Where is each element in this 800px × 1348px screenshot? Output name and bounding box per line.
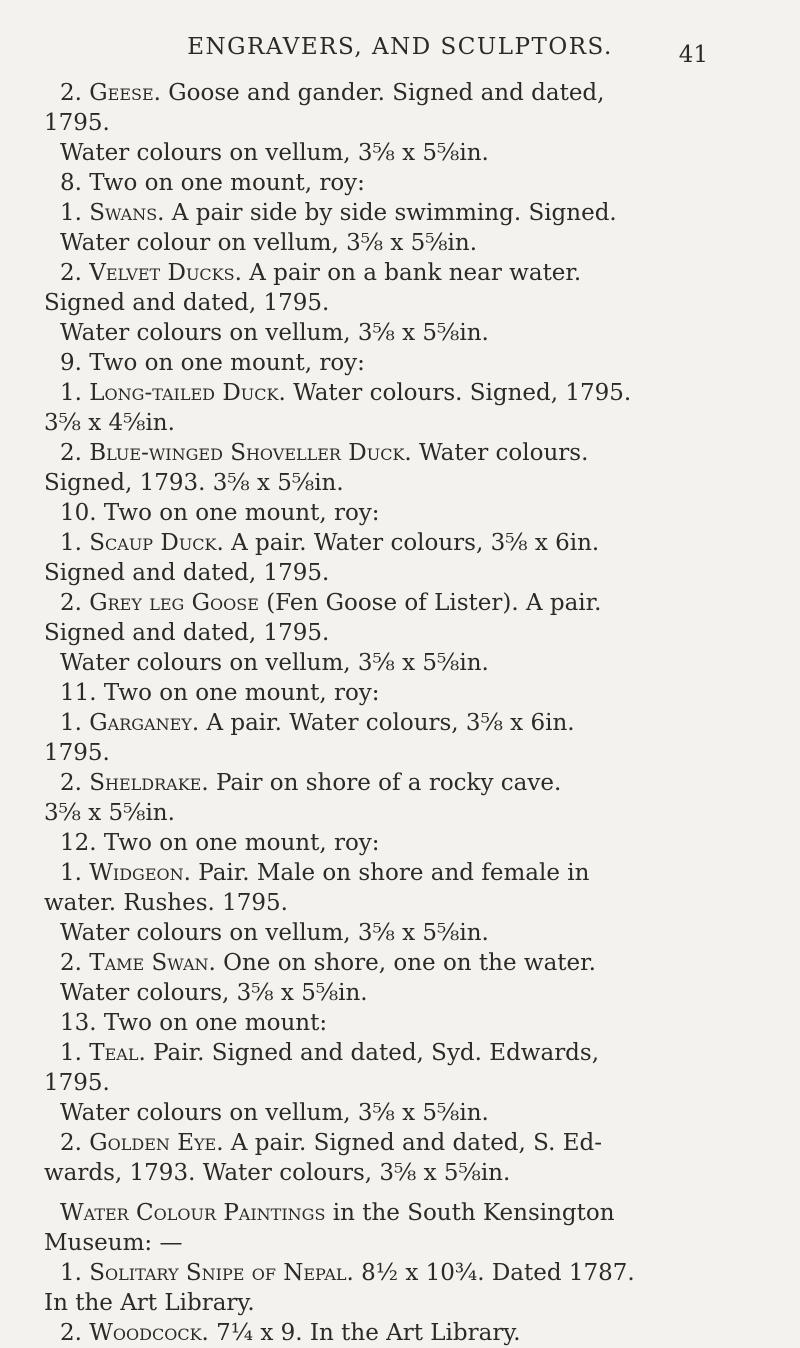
page-header bbox=[40, 30, 760, 70]
line-text: 2. bbox=[60, 1320, 90, 1346]
entry-title: Woodcock. bbox=[89, 1320, 209, 1346]
text-line bbox=[44, 558, 744, 588]
line-text: Water colours. Signed, 1795. bbox=[285, 380, 632, 406]
line-text: Water colours on vellum, 3⅝ x 5⅝in. bbox=[60, 1100, 489, 1126]
entry-title: Tame Swan. bbox=[89, 950, 216, 976]
line-text: In the Art Library. bbox=[44, 1290, 255, 1316]
text-line bbox=[44, 888, 744, 918]
text-line bbox=[44, 858, 744, 888]
line-text: 2. bbox=[60, 1130, 90, 1156]
line-text: 1. bbox=[60, 860, 90, 886]
line-text: Signed and dated, 1795. bbox=[44, 620, 330, 646]
line-text: 2. bbox=[60, 440, 90, 466]
text-line bbox=[44, 1038, 744, 1068]
entry-title: Golden Eye. bbox=[89, 1130, 224, 1156]
line-text: 1. bbox=[60, 530, 90, 556]
line-text: A pair. Water colours, 3⅝ x 6in. bbox=[199, 710, 575, 736]
text-line bbox=[44, 1128, 744, 1158]
text-line bbox=[44, 798, 744, 828]
text-line bbox=[44, 438, 744, 468]
entry-title: Sheldrake. bbox=[89, 770, 209, 796]
text-line bbox=[44, 1198, 744, 1228]
text-line bbox=[44, 828, 744, 858]
text-line bbox=[44, 1288, 744, 1318]
text-line bbox=[44, 258, 744, 288]
text-line bbox=[44, 918, 744, 948]
text-line bbox=[44, 498, 744, 528]
line-text: Water colours on vellum, 3⅝ x 5⅝in. bbox=[60, 140, 489, 166]
line-text: A pair. Water colours, 3⅝ x 6in. bbox=[223, 530, 600, 556]
line-text: 2. bbox=[60, 80, 90, 106]
line-text: Water colours on vellum, 3⅝ x 5⅝in. bbox=[60, 650, 489, 676]
text-line bbox=[44, 468, 744, 498]
text-line bbox=[44, 528, 744, 558]
line-text: Water colour on vellum, 3⅝ x 5⅝in. bbox=[60, 230, 478, 256]
entry-title: Solitary Snipe of Nepal. bbox=[89, 1260, 354, 1286]
line-text: 1. bbox=[60, 1260, 90, 1286]
line-text: water. Rushes. 1795. bbox=[44, 890, 288, 916]
text-line bbox=[44, 78, 744, 108]
running-head: ENGRAVERS, AND SCULPTORS. bbox=[187, 34, 613, 60]
paragraph-gap bbox=[44, 1188, 744, 1198]
entry-title: Widgeon. bbox=[89, 860, 191, 886]
text-line bbox=[44, 1068, 744, 1098]
text-line bbox=[44, 408, 744, 438]
line-text: A pair side by side swimming. Signed. bbox=[164, 200, 617, 226]
entry-title: Long-tailed Duck. bbox=[89, 380, 286, 406]
text-line bbox=[44, 648, 744, 678]
line-text: A pair on a bank near water. bbox=[241, 260, 582, 286]
entry-title: Teal. bbox=[89, 1040, 146, 1066]
line-text: One on shore, one on the water. bbox=[215, 950, 596, 976]
entry-title: Swans. bbox=[89, 200, 165, 226]
line-text: 2. bbox=[60, 260, 90, 286]
line-text: Signed and dated, 1795. bbox=[44, 290, 330, 316]
text-line bbox=[44, 1158, 744, 1188]
text-line bbox=[44, 978, 744, 1008]
entry-title: Grey leg Goose bbox=[89, 590, 259, 616]
text-line bbox=[44, 228, 744, 258]
entry-title: Blue-winged Shoveller Duck. bbox=[89, 440, 412, 466]
line-text: 2. bbox=[60, 950, 90, 976]
line-text: 1795. bbox=[44, 1070, 110, 1096]
line-text: A pair. Signed and dated, S. Ed- bbox=[223, 1130, 602, 1156]
line-text: 1. bbox=[60, 1040, 90, 1066]
body-text bbox=[44, 78, 744, 1348]
text-line bbox=[44, 1258, 744, 1288]
line-text: Pair on shore of a rocky cave. bbox=[208, 770, 562, 796]
line-text: Pair. Male on shore and female in bbox=[190, 860, 590, 886]
text-line bbox=[44, 678, 744, 708]
text-line bbox=[44, 618, 744, 648]
line-text: 1. bbox=[60, 710, 90, 736]
line-text: 1. bbox=[60, 380, 90, 406]
line-text: 1. bbox=[60, 200, 90, 226]
line-text: 8½ x 10¾. Dated 1787. bbox=[353, 1260, 635, 1286]
text-line bbox=[44, 948, 744, 978]
entry-title: Geese. bbox=[89, 80, 161, 106]
line-text: 3⅝ x 5⅝in. bbox=[44, 800, 175, 826]
line-text: 3⅝ x 4⅝in. bbox=[44, 410, 175, 436]
line-text: 10. Two on one mount, roy: bbox=[60, 500, 380, 526]
line-text: Goose and gander. Signed and dated, bbox=[160, 80, 605, 106]
line-text: wards, 1793. Water colours, 3⅝ x 5⅝in. bbox=[44, 1160, 511, 1186]
line-text: 7¼ x 9. In the Art Library. bbox=[208, 1320, 521, 1346]
text-line bbox=[44, 108, 744, 138]
text-line bbox=[44, 738, 744, 768]
line-text: Water colours. bbox=[411, 440, 589, 466]
text-line bbox=[44, 1008, 744, 1038]
line-text: Pair. Signed and dated, Syd. Edwards, bbox=[145, 1040, 600, 1066]
line-text: Signed, 1793. 3⅝ x 5⅝in. bbox=[44, 470, 344, 496]
text-line bbox=[44, 348, 744, 378]
line-text: 2. bbox=[60, 590, 90, 616]
text-line bbox=[44, 138, 744, 168]
line-text: 13. Two on one mount: bbox=[60, 1010, 328, 1036]
text-line bbox=[44, 198, 744, 228]
line-text: 1795. bbox=[44, 110, 110, 136]
line-text: 8. Two on one mount, roy: bbox=[60, 170, 365, 196]
entry-title: Velvet Ducks. bbox=[89, 260, 242, 286]
line-text: Water colours, 3⅝ x 5⅝in. bbox=[60, 980, 368, 1006]
line-text: (Fen Goose of Lister). A pair. bbox=[258, 590, 602, 616]
text-line bbox=[44, 168, 744, 198]
line-text: Water colours on vellum, 3⅝ x 5⅝in. bbox=[60, 920, 489, 946]
page-number: 41 bbox=[678, 42, 708, 68]
text-line bbox=[44, 288, 744, 318]
text-line bbox=[44, 1098, 744, 1128]
text-line bbox=[44, 318, 744, 348]
text-line bbox=[44, 1228, 744, 1258]
text-line bbox=[44, 1318, 744, 1348]
line-text: Signed and dated, 1795. bbox=[44, 560, 330, 586]
line-text: 11. Two on one mount, roy: bbox=[60, 680, 380, 706]
line-text: 9. Two on one mount, roy: bbox=[60, 350, 365, 376]
entry-title: Scaup Duck. bbox=[89, 530, 224, 556]
line-text: 2. bbox=[60, 770, 90, 796]
line-text: 12. Two on one mount, roy: bbox=[60, 830, 380, 856]
entry-title: Garganey. bbox=[89, 710, 200, 736]
text-line bbox=[44, 588, 744, 618]
text-line bbox=[44, 378, 744, 408]
text-line bbox=[44, 768, 744, 798]
line-text: Museum: — bbox=[44, 1230, 183, 1256]
line-text: 1795. bbox=[44, 740, 110, 766]
entry-title: Water Colour Paintings bbox=[60, 1200, 326, 1226]
text-line bbox=[44, 708, 744, 738]
line-text: in the South Kensington bbox=[325, 1200, 615, 1226]
line-text: Water colours on vellum, 3⅝ x 5⅝in. bbox=[60, 320, 489, 346]
